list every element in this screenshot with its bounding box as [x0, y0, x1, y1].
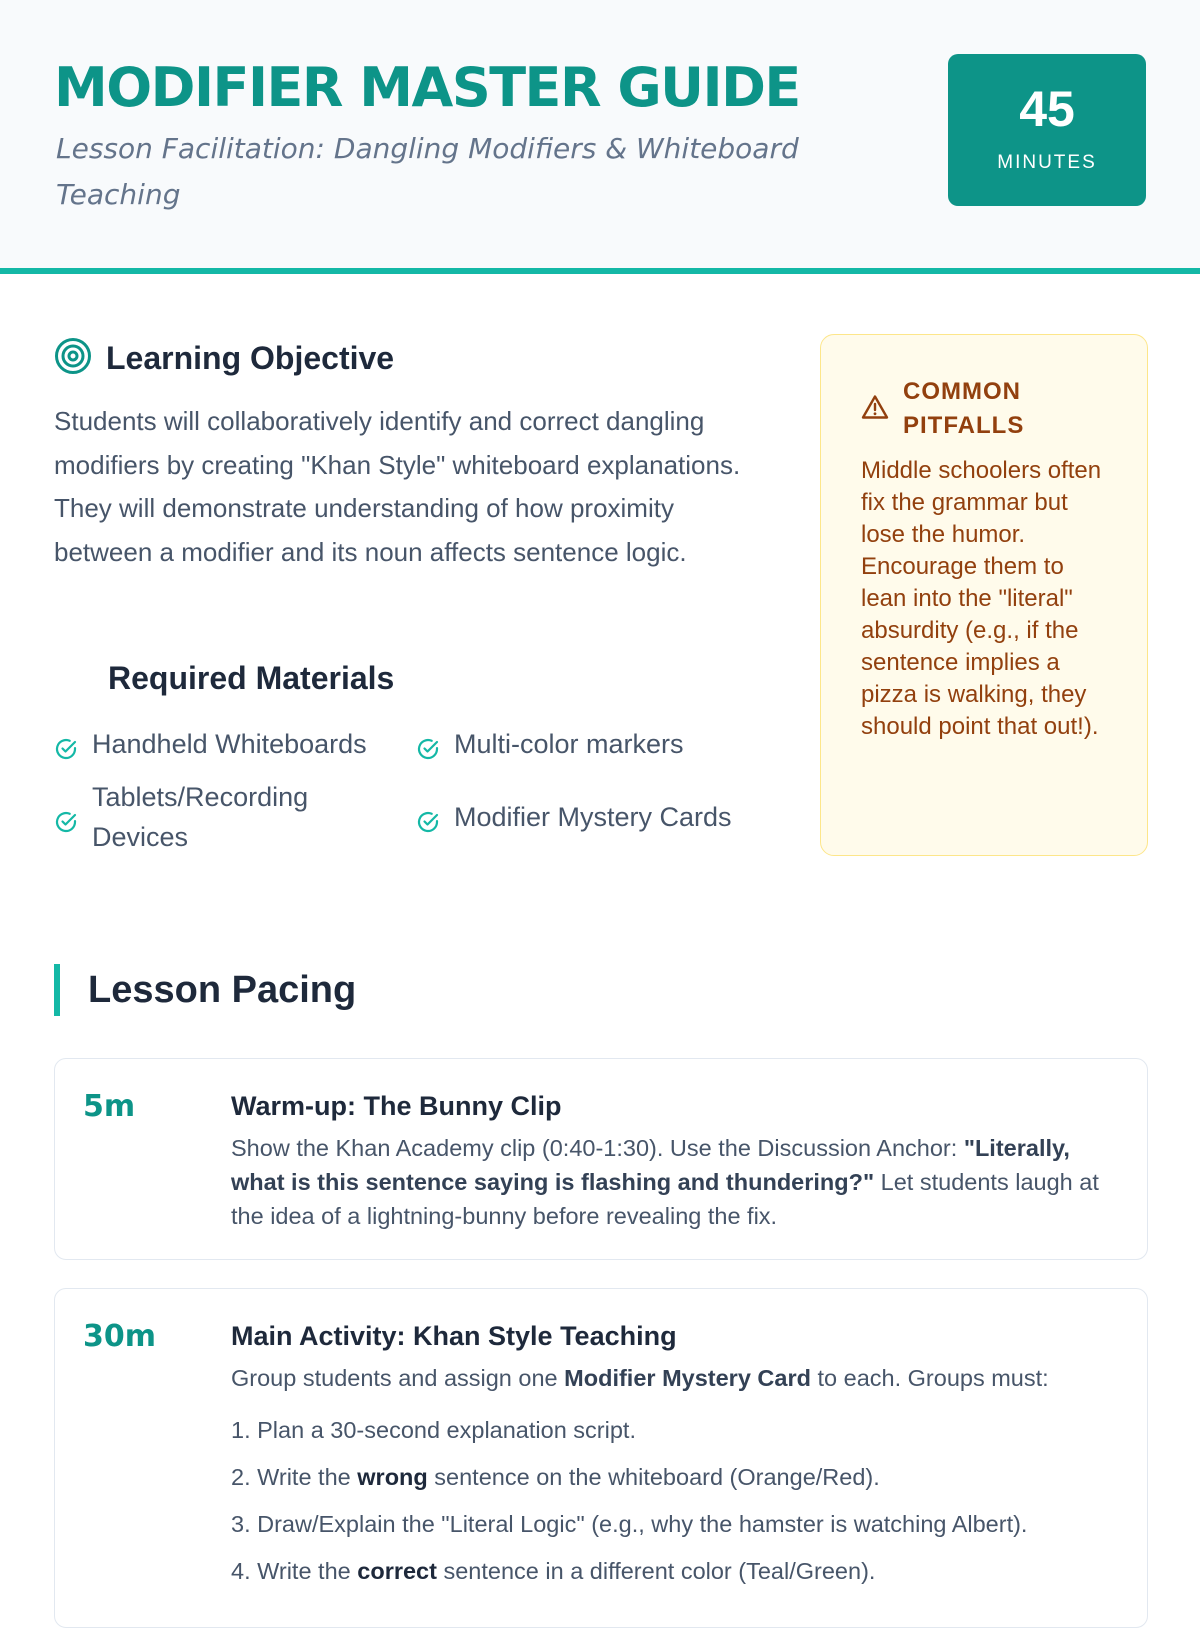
material-label: Tablets/Recording Devices	[92, 782, 309, 852]
activity-steps	[231, 1407, 1121, 1595]
duration-value: 45	[1019, 81, 1075, 137]
activity-description: Show the Khan Academy clip (0:40-1:30). Use the Discussion Anchor: "Literally, what is this sentence saying is flashing and thundering?" Let students laugh at the idea of a lightning-bunny before revealing the fix.	[231, 1135, 1099, 1229]
check-circle-icon	[54, 732, 78, 756]
page-header	[0, 0, 1200, 274]
target-icon	[54, 337, 92, 380]
duration-unit: MINUTES	[997, 152, 1097, 173]
activity-intro: Group students and assign one Modifier Mystery Card to each. Groups must:	[231, 1365, 1049, 1391]
material-item	[416, 797, 776, 837]
activity-title: Main Activity: Khan Style Teaching	[231, 1321, 677, 1351]
page-title: MODIFIER MASTER GUIDE	[54, 56, 800, 119]
material-label: Multi-color markers	[454, 729, 684, 759]
activity-step: 3. Draw/Explain the "Literal Logic" (e.g., why the hamster is watching Albert).	[231, 1511, 1028, 1537]
check-circle-icon	[416, 805, 440, 829]
activity-card	[54, 1288, 1148, 1628]
warning-triangle-icon	[861, 394, 889, 425]
pitfalls-title: COMMON PITFALLS	[903, 378, 1025, 439]
activity-title: Warm-up: The Bunny Clip	[231, 1091, 562, 1121]
activity-step: 4. Write the correct sentence in a different color (Teal/Green).	[231, 1558, 876, 1584]
objective-heading: Learning Objective	[106, 339, 395, 376]
pitfalls-heading-row	[861, 375, 1053, 443]
pacing-heading: Lesson Pacing	[88, 968, 357, 1011]
objective-heading-row	[54, 336, 394, 380]
material-item	[54, 724, 394, 764]
objective-text: Students will collaboratively identify and correct dangling modifiers by creating "Khan Style" whiteboard explanations. They will demonstrate understanding of how proximity between a modifier and its noun affects sentence logic.	[54, 406, 741, 567]
activity-card	[54, 1058, 1148, 1260]
material-label: Modifier Mystery Cards	[454, 802, 732, 832]
activity-time: 30m	[83, 1319, 157, 1354]
activity-time: 5m	[83, 1089, 136, 1124]
pitfalls-callout	[820, 334, 1148, 856]
material-item	[416, 724, 756, 764]
check-circle-icon	[416, 732, 440, 756]
page-subtitle: Lesson Facilitation: Dangling Modifiers & Whiteboard Teaching	[56, 132, 799, 211]
material-label: Handheld Whiteboards	[92, 729, 367, 759]
duration-badge	[948, 54, 1146, 206]
activity-step: 1. Plan a 30-second explanation script.	[231, 1417, 636, 1443]
check-circle-icon	[54, 805, 78, 829]
material-item	[54, 777, 354, 857]
pacing-heading-row	[54, 964, 356, 1016]
pitfalls-text: Middle schoolers often fix the grammar but lose the humor. Encourage them to lean into the "literal" absurdity (e.g., if the sentence implies a pizza is walking, they should point that out!).	[861, 457, 1102, 740]
activity-description	[231, 1361, 1121, 1595]
materials-heading: Required Materials	[108, 660, 395, 696]
activity-step: 2. Write the wrong sentence on the whiteboard (Orange/Red).	[231, 1464, 880, 1490]
